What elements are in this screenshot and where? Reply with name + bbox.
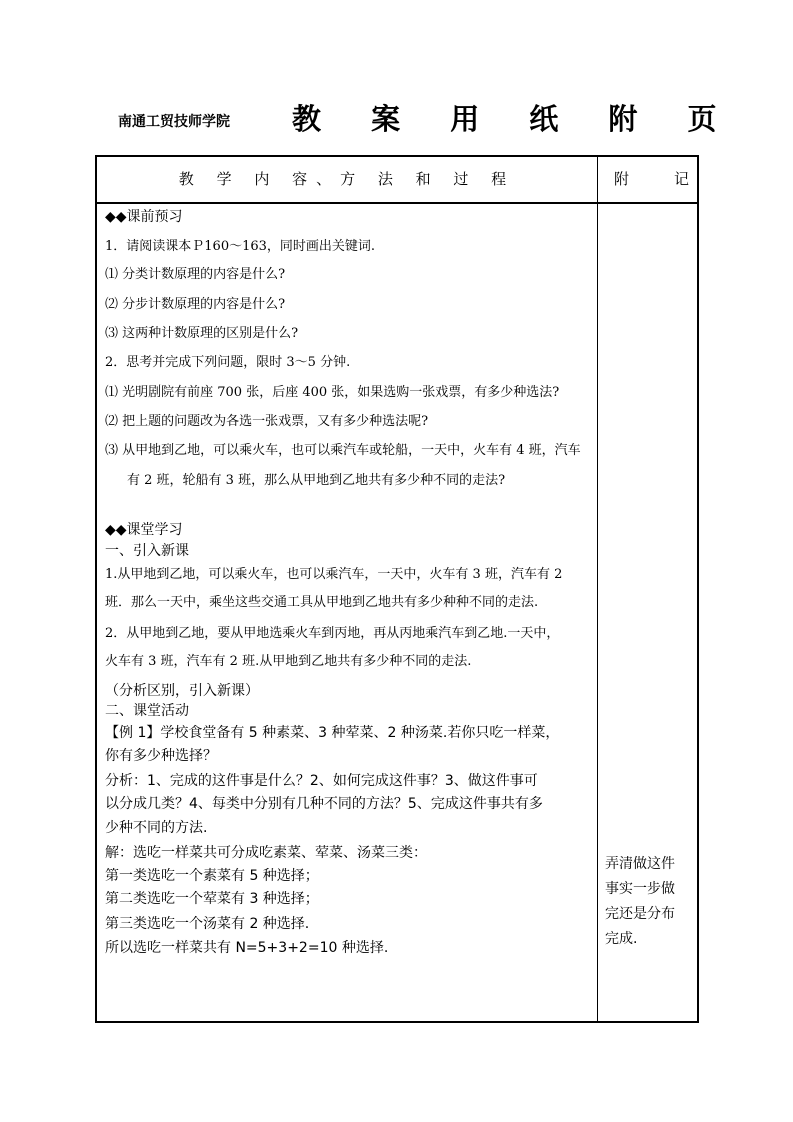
preview-line: ⑶ 这两种计数原理的区别是什么?: [105, 326, 299, 341]
example-line: 第二类选吃一个荤菜有 3 种选择；: [105, 891, 319, 907]
example-line: 少种不同的方法.: [105, 820, 208, 836]
side-note-line: 弄清做这件: [605, 856, 675, 872]
header-divider: [97, 202, 697, 204]
column-header-notes-a: 附: [614, 170, 630, 188]
preview-line: ⑴ 分类计数原理的内容是什么?: [105, 267, 286, 282]
lesson-table: [95, 155, 699, 1023]
preview-line: 1．请阅读课本Ｐ160～163，同时画出关键词.: [105, 239, 376, 254]
example-line: 第一类选吃一个素菜有 5 种选择；: [105, 868, 319, 884]
column-divider: [597, 157, 598, 1021]
side-note-line: 事实一步做: [605, 881, 675, 897]
example-line: 分析：1、完成的这件事是什么？2、如何完成这件事？3、做这件事可: [105, 773, 538, 789]
side-note-line: 完还是分布: [605, 906, 675, 922]
example-line: 【例 1】学校食堂备有 5 种素菜、3 种荤菜、2 种汤菜.若你只吃一样菜，: [105, 725, 560, 741]
section-heading-intro: 一、引入新课: [105, 543, 189, 559]
preview-line: 2．思考并完成下列问题，限时 3～5 分钟.: [105, 355, 351, 370]
intro-line: 2．从甲地到乙地，要从甲地选乘火车到丙地，再从丙地乘汽车到乙地.一天中，: [105, 626, 560, 641]
intro-line: 1.从甲地到乙地，可以乘火车，也可以乘汽车，一天中，火车有 3 班，汽车有 2: [105, 567, 563, 582]
side-note-line: 完成.: [605, 931, 638, 947]
section-heading-activity: 二、课堂活动: [105, 703, 189, 719]
intro-line: 火车有 3 班，汽车有 2 班.从甲地到乙地共有多少种不同的走法.: [105, 654, 472, 669]
preview-heading: ◆◆课前预习: [105, 209, 183, 225]
preview-line: ⑵ 把上题的问题改为各选一张戏票，又有多少种选法呢?: [105, 414, 429, 429]
example-line: 第三类选吃一个汤菜有 2 种选择.: [105, 916, 310, 932]
preview-line: ⑴ 光明剧院有前座 700 张，后座 400 张，如果选购一张戏票，有多少种选法?: [105, 385, 560, 400]
column-header-content: 教 学 内 容、方 法 和 过 程: [178, 170, 516, 188]
page-title: 教 案 用 纸 附 页: [292, 102, 737, 136]
example-line: 解：选吃一样菜共可分成吃素菜、荤菜、汤菜三类：: [105, 845, 427, 861]
example-line: 所以选吃一样菜共有 N=5+3+2=10 种选择.: [105, 940, 389, 956]
column-header-notes: [598, 157, 699, 202]
preview-line: 有 2 班，轮船有 3 班，那么从甲地到乙地共有多少种不同的走法?: [127, 473, 506, 488]
analysis-note: （分析区别，引入新课）: [105, 683, 259, 699]
intro-line: 班．那么一天中，乘坐这些交通工具从甲地到乙地共有多少种种不同的走法.: [105, 595, 539, 610]
example-line: 以分成几类？4、每类中分别有几种不同的方法？5、完成这件事共有多: [105, 796, 543, 812]
column-header-notes-b: 记: [673, 170, 689, 188]
preview-line: ⑵ 分步计数原理的内容是什么?: [105, 297, 286, 312]
side-note: [605, 852, 697, 952]
example-line: 你有多少种选择？: [105, 748, 217, 764]
school-name: 南通工贸技师学院: [118, 114, 230, 130]
preview-line: ⑶ 从甲地到乙地，可以乘火车，也可以乘汽车或轮船，一天中，火车有 4 班，汽车: [105, 443, 581, 458]
class-heading: ◆◆课堂学习: [105, 522, 183, 538]
